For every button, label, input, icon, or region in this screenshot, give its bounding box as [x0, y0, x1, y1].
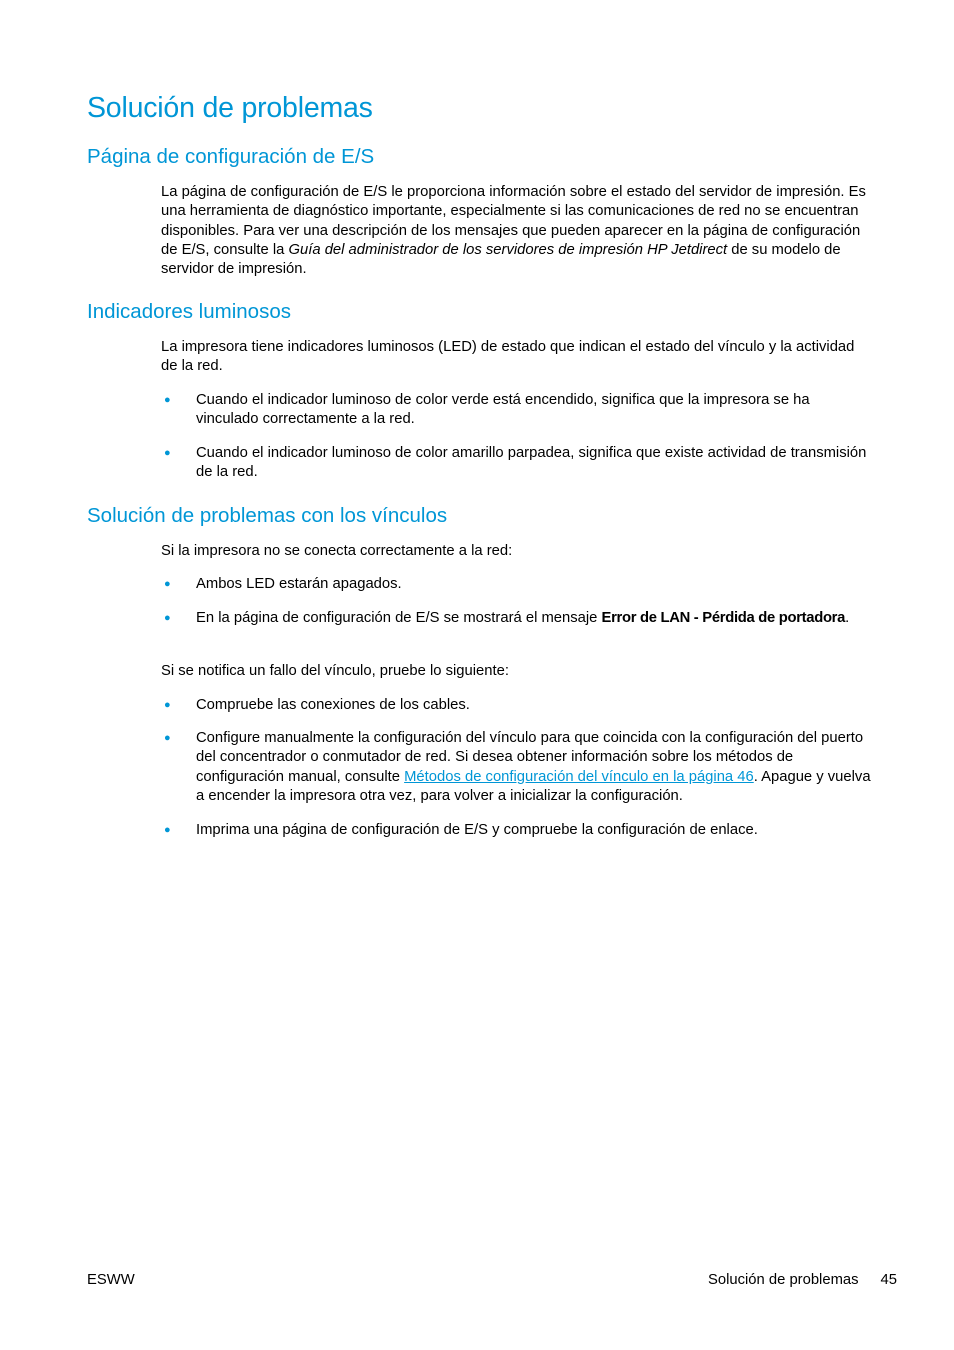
bullet-icon: ● [164, 612, 171, 624]
error-message: Error de LAN - Pérdida de portadora [601, 610, 846, 626]
bullet-icon: ● [164, 578, 171, 590]
page-number: 45 [880, 1272, 897, 1288]
footer-locale: ESWW [87, 1272, 135, 1288]
bullet-icon: ● [164, 447, 171, 459]
link-problems-intro-2: Si se notifica un fallo del vínculo, pruebe lo siguiente: [161, 663, 509, 679]
config-page-text-1: La página de configuración de E/S le proporciona información sobre el estado del servidor de impresión. Es una herramienta de diagnóstico importante, especialmente si las comunicaciones de red no se encuentran disponibles. Para ver una descripción de los mensajes que pueden aparecer en la página de configuración de E/S, consulte la [161, 184, 866, 258]
section-heading-link-problems: Solución de problemas con los vínculos [87, 504, 448, 527]
list-item-text-pre: En la página de configuración de E/S se mostrará el mensaje [196, 610, 602, 626]
list-item-text: Cuando el indicador luminoso de color verde está encendido, significa que la impresora se ha vinculado correctamente a la red. [196, 392, 810, 428]
list-item-text: Compruebe las conexiones de los cables. [196, 697, 470, 713]
config-page-paragraph [161, 183, 873, 279]
bullet-icon: ● [164, 394, 171, 406]
section-heading-config-page: Página de configuración de E/S [87, 145, 375, 168]
leds-intro: La impresora tiene indicadores luminosos (LED) de estado que indican el estado del vínculo y la actividad de la red. [161, 339, 855, 375]
footer-section: Solución de problemas [708, 1272, 859, 1288]
section-heading-leds: Indicadores luminosos [87, 300, 291, 323]
bullet-icon: ● [164, 732, 171, 744]
link-problems-intro: Si la impresora no se conecta correctamente a la red: [161, 543, 513, 559]
config-methods-link[interactable]: Métodos de configuración del vínculo en la página 46 [404, 768, 754, 785]
list-item-text: Cuando el indicador luminoso de color amarillo parpadea, significa que existe actividad de transmisión de la red. [196, 445, 867, 481]
list-item-text: Ambos LED estarán apagados. [196, 576, 402, 592]
admin-guide-title: Guía del administrador de los servidores de impresión HP Jetdirect [288, 241, 728, 258]
page-title: Solución de problemas [87, 92, 373, 124]
list-item-text-post: . [845, 610, 850, 626]
footer-right [708, 1271, 897, 1290]
list-item-text [196, 609, 873, 628]
bullet-icon: ● [164, 824, 171, 836]
list-item-text: Imprima una página de configuración de E/S y compruebe la configuración de enlace. [196, 822, 758, 838]
list-item-text-post: . Apague y vuelva a encender la impresora otra vez, para volver a inicializar la configuración. [196, 768, 871, 804]
list-item-text [196, 729, 873, 806]
config-page-text-2: de su modelo de servidor de impresión. [161, 241, 841, 278]
bullet-icon: ● [164, 699, 171, 711]
list-item-text-pre: Configure manualmente la configuración del vínculo para que coincida con la configuración del puerto del concentrador o conmutador de red. Si desea obtener información sobre los métodos de configuración manual, consulte [196, 730, 864, 785]
